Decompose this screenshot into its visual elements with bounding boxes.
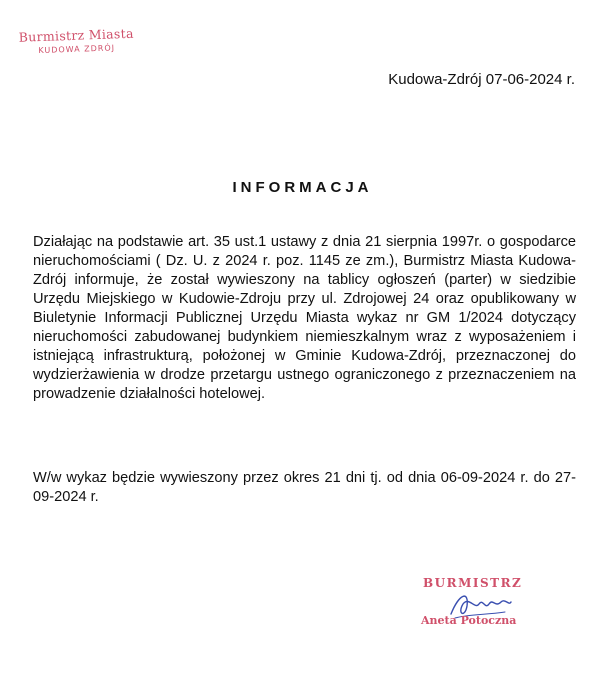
document-date: Kudowa-Zdrój 07-06-2024 r. — [388, 71, 575, 88]
header-stamp — [11, 25, 142, 56]
stamp-title: Burmistrz Miasta — [18, 25, 134, 45]
signature-title: BURMISTRZ — [423, 576, 523, 590]
body-paragraph-1: Działając na podstawie art. 35 ust.1 ustawy z dnia 21 sierpnia 1997r. o gospodarce nieruchomościami ( Dz. U. z 2024 r. poz. 1145 ze zm.), Burmistrz Miasta Kudowa-Zdrój informuje, że został wywieszony na tablicy ogłoszeń (parter) w siedzibie Urzędu Miejskiego w Kudowie-Zdroju przy ul. Zdrojowej 24 oraz opublikowany w Biuletynie Informacji Publicznej Urzędu Miasta wykaz nr GM 1/2024 dotyczący nieruchomości zabudowanej budynkiem niemieszkalnym wraz z wyposażeniem i istniejącą infrastrukturą, położonej w Gminie Kudowa-Zdrój, przeznaczonej do wydzierżawienia w drodze przetargu ustnego ograniczonego z przeznaczeniem na prowadzenie działalności hotelowej. — [33, 234, 576, 402]
document-heading: INFORMACJA — [232, 179, 373, 196]
stamp-city: KUDOWA ZDRÓJ — [38, 43, 116, 56]
signature-name: Aneta Potoczna — [421, 614, 517, 627]
signature-block — [415, 570, 545, 640]
body-paragraph-2: W/w wykaz będzie wywieszony przez okres 21 dni tj. od dnia 06-09-2024 r. do 27-09-2024 r. — [33, 470, 576, 505]
